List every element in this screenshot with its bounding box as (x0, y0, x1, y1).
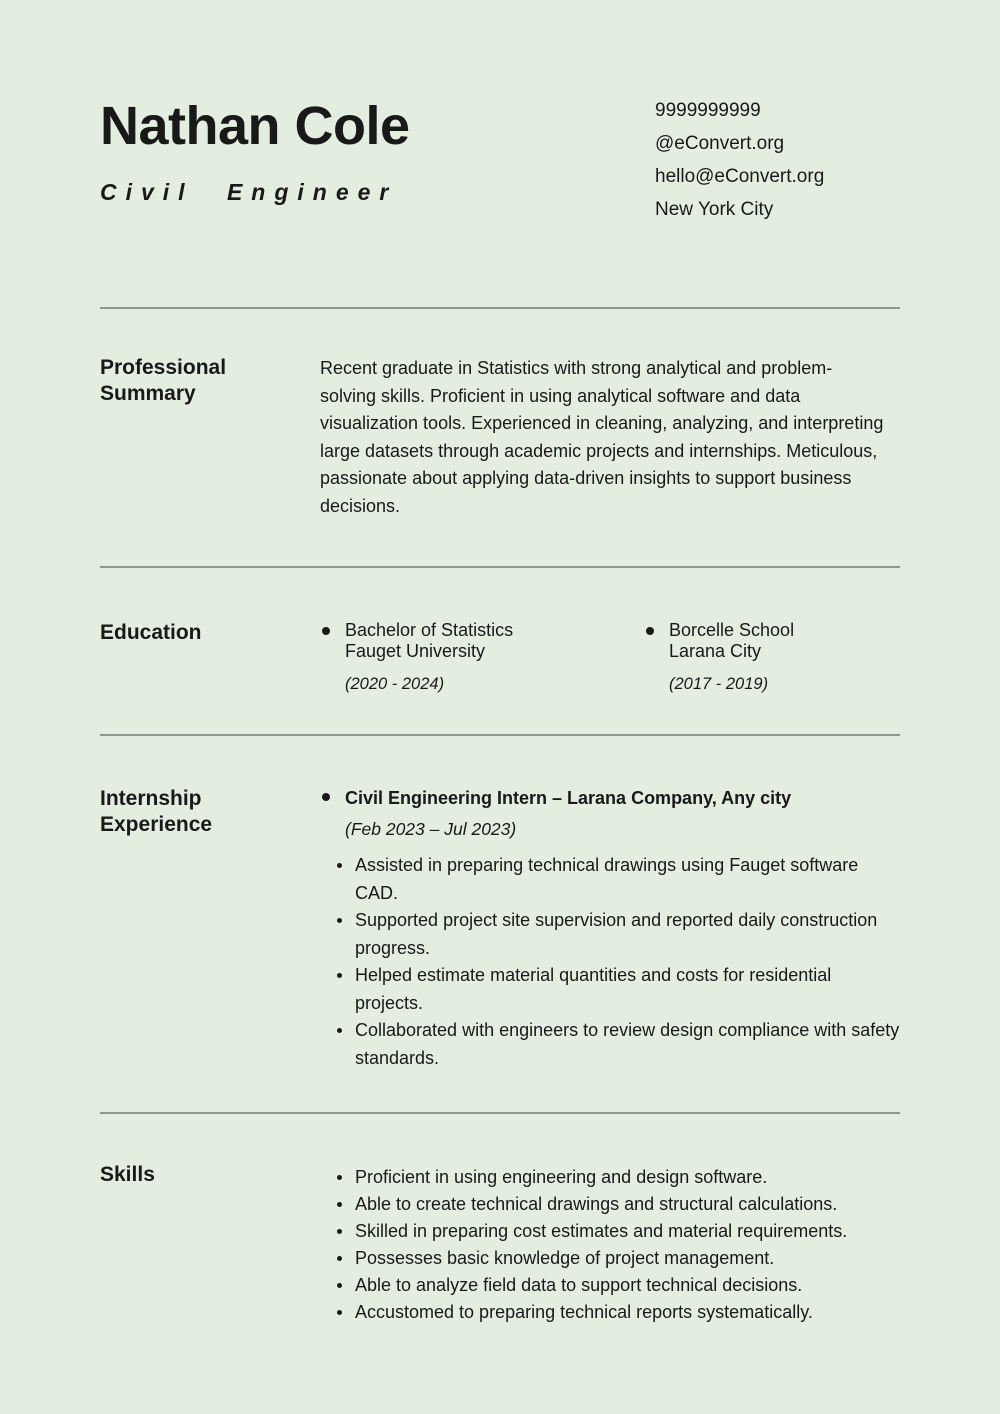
skill-item (337, 1299, 900, 1326)
experience-bullet-text: Helped estimate material quantities and costs for residential projects. (355, 965, 832, 1013)
experience-bullet-list (320, 852, 900, 1072)
section-professional-summary (100, 309, 900, 566)
contact-location: New York City (655, 199, 774, 220)
section-internship-experience (100, 736, 900, 1112)
bullet-icon (646, 627, 654, 635)
bullet-icon (337, 1028, 342, 1033)
education-content (320, 620, 944, 694)
education-item (320, 620, 620, 694)
bullet-icon (337, 1283, 342, 1288)
education-dates: (2020 - 2024) (345, 675, 445, 693)
bullet-icon (337, 1256, 342, 1261)
education-item (644, 620, 944, 694)
contact-website: @eConvert.org (655, 133, 785, 154)
experience-bullet-text: Collaborated with engineers to review design compliance with safety standards. (355, 1020, 900, 1068)
experience-bullet-item (337, 962, 900, 1017)
summary-heading: Professional Summary (100, 356, 227, 405)
job-title: Civil Engineer (100, 179, 398, 205)
education-item-text (669, 620, 794, 694)
skill-text: Proficient in using engineering and design software. (355, 1167, 768, 1187)
skill-item (337, 1164, 900, 1191)
education-school: Larana City (669, 641, 762, 661)
experience-title: Civil Engineering Intern – Larana Company, Any city (345, 788, 792, 808)
identity-block (100, 98, 410, 207)
education-dates: (2017 - 2019) (669, 675, 769, 693)
education-heading: Education (100, 621, 202, 644)
skills-content (320, 1162, 900, 1326)
skills-heading: Skills (100, 1163, 155, 1186)
experience-item (320, 786, 900, 1072)
skill-item (337, 1272, 900, 1299)
experience-title-block (345, 786, 791, 840)
experience-bullet-text: Assisted in preparing technical drawings using Fauget software CAD. (355, 855, 859, 903)
contact-email: hello@eConvert.org (655, 166, 825, 187)
summary-text: Recent graduate in Statistics with strong analytical and problem-solving skills. Proficient in using analytical software and data visualization tools. Experienced in cleaning, analyzing, and interpreting large datasets through academic projects and internships. Meticulous, passionate about applying data-driven insights to support business decisions. (320, 358, 884, 516)
bullet-icon (337, 863, 342, 868)
skills-list (320, 1164, 900, 1326)
experience-bullet-item (337, 907, 900, 962)
education-degree: Bachelor of Statistics (345, 620, 514, 640)
skill-text: Possesses basic knowledge of project management. (355, 1248, 775, 1268)
education-item-text (345, 620, 513, 694)
experience-item-header (320, 786, 900, 840)
experience-heading: Internship Experience (100, 787, 213, 836)
bullet-icon (337, 1229, 342, 1234)
section-education (100, 568, 900, 734)
section-skills (100, 1114, 900, 1326)
bullet-icon (337, 1310, 342, 1315)
skill-item (337, 1191, 900, 1218)
experience-dates: (Feb 2023 – Jul 2023) (345, 819, 517, 839)
experience-bullet-item (337, 852, 900, 907)
experience-content (320, 786, 900, 1072)
bullet-icon (337, 918, 342, 923)
skill-item (337, 1245, 900, 1272)
bullet-icon (322, 627, 330, 635)
bullet-icon (322, 793, 330, 801)
bullet-icon (337, 1202, 342, 1207)
summary-content (320, 355, 900, 520)
education-degree: Borcelle School (669, 620, 795, 640)
person-name: Nathan Cole (100, 96, 410, 156)
skill-item (337, 1218, 900, 1245)
skill-text: Accustomed to preparing technical reports systematically. (355, 1302, 813, 1322)
bullet-icon (337, 1175, 342, 1180)
skill-text: Able to analyze field data to support technical decisions. (355, 1275, 803, 1295)
experience-bullet-text: Supported project site supervision and reported daily construction progress. (355, 910, 878, 958)
education-school: Fauget University (345, 641, 486, 661)
bullet-icon (337, 973, 342, 978)
contact-phone: 9999999999 (655, 100, 761, 121)
resume-header (100, 98, 900, 307)
contact-block (655, 98, 900, 221)
experience-bullet-item (337, 1017, 900, 1072)
skill-text: Able to create technical drawings and structural calculations. (355, 1194, 838, 1214)
skill-text: Skilled in preparing cost estimates and material requirements. (355, 1221, 848, 1241)
